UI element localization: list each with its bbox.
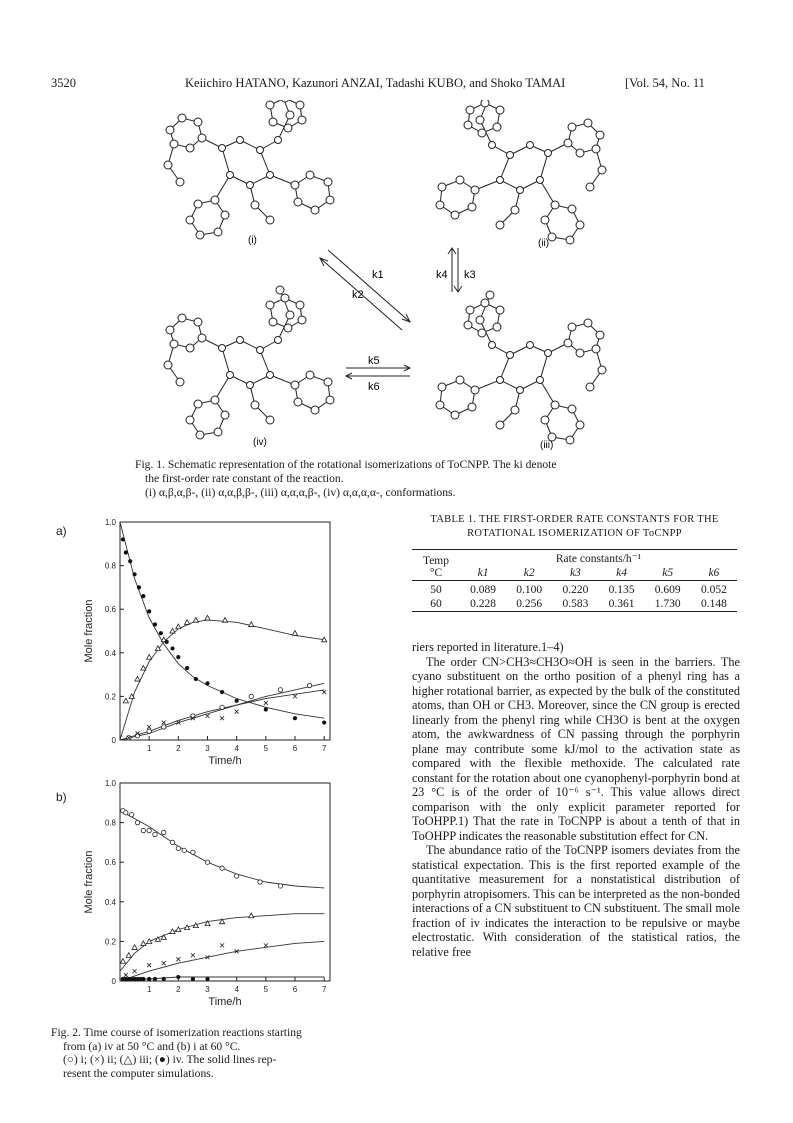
table1: [412, 513, 737, 614]
y-tick-label: 0.4: [104, 897, 116, 907]
point-iii: [184, 620, 189, 625]
point-i: [205, 860, 209, 864]
column-header-row: [412, 566, 737, 581]
figure2-caption-line1: Fig. 2. Time course of isomerization reactions starting: [51, 1026, 302, 1039]
point-iv: [153, 977, 157, 981]
table-cell: 0.135: [608, 584, 635, 596]
table-cell: 0.089: [470, 584, 497, 596]
x-tick-label: 4: [234, 985, 239, 994]
y-tick-label: 1.0: [104, 779, 116, 788]
table-cell: 0.100: [516, 584, 543, 596]
figure2-caption-line2: from (a) iv at 50 °C and (b) i at 60 °C.: [63, 1039, 241, 1053]
point-iv: [170, 646, 174, 650]
point-iv: [132, 572, 136, 576]
point-iii: [135, 676, 140, 681]
point-i: [170, 840, 174, 844]
y-tick-label: 0.8: [104, 561, 116, 571]
panel-a-label: a): [56, 524, 67, 538]
point-iv: [194, 677, 198, 681]
chart-panel-a: [76, 514, 346, 776]
arrow-k5-k6: [346, 365, 410, 379]
figure1-caption-line2: the first-order rate constant of the reaction.: [145, 472, 344, 485]
point-iii: [155, 646, 160, 651]
point-iv: [128, 559, 132, 563]
arrow-k1-k2: [320, 250, 410, 330]
point-iv: [185, 666, 189, 670]
point-ii: [206, 714, 210, 718]
column-header-k5: k5: [662, 567, 674, 579]
y-axis-label: Mole fraction: [83, 599, 95, 663]
point-iv: [264, 707, 268, 711]
point-ii: [162, 721, 166, 725]
table-cell: 1.730: [654, 598, 681, 610]
point-i: [191, 850, 195, 854]
x-tick-label: 2: [176, 985, 181, 994]
point-iv: [124, 550, 128, 554]
table-row: [412, 597, 737, 612]
point-iv: [293, 716, 297, 720]
x-tick-label: 3: [205, 744, 210, 753]
point-iv: [137, 585, 141, 589]
point-iv: [220, 690, 224, 694]
point-iii: [141, 941, 146, 946]
x-tick-label: 7: [321, 744, 327, 753]
x-tick-label: 6: [292, 744, 298, 753]
running-header-volume: [Vol. 54, No. 11: [625, 76, 705, 90]
y-tick-label: 0.2: [104, 692, 116, 702]
column-header-k4: k4: [616, 567, 627, 579]
x-tick-label: 7: [321, 985, 327, 994]
point-ii: [264, 701, 268, 705]
fit-curve-i: [120, 811, 324, 888]
table-cell: 0.256: [516, 598, 543, 610]
k5-label: k5: [368, 355, 380, 367]
y-tick-label: 0.2: [104, 937, 116, 947]
y-tick-label: 0.6: [104, 605, 116, 615]
point-i: [135, 820, 139, 824]
table-cell-temp: 60: [430, 598, 442, 610]
table-cell: 0.609: [654, 584, 681, 596]
point-i: [234, 874, 238, 878]
figure1-caption: [135, 458, 675, 500]
y-axis-label: Mole fraction: [83, 850, 95, 914]
point-iii: [249, 622, 254, 627]
point-ii: [293, 694, 297, 698]
x-axis-label: Time/h: [208, 755, 242, 767]
y-tick-label: 1.0: [104, 518, 116, 527]
x-axis-label: Time/h: [208, 996, 242, 1008]
y-tick-label: 0.6: [104, 858, 116, 868]
column-header-k2: k2: [523, 567, 535, 579]
k1-label: k1: [372, 269, 384, 281]
point-i: [278, 688, 282, 692]
point-iv: [147, 977, 151, 981]
table-cell-temp: 50: [430, 584, 442, 596]
x-tick-label: 5: [263, 744, 269, 753]
figure2-caption-line4: resent the computer simulations.: [63, 1066, 214, 1080]
plot-frame: [120, 783, 330, 981]
point-i: [258, 880, 262, 884]
table-cell: 0.228: [470, 598, 497, 610]
table-cell: 0.148: [700, 598, 727, 610]
point-i: [135, 733, 139, 737]
arrow-k3-k4: [448, 248, 462, 292]
label-i: (i): [248, 235, 257, 246]
point-iii: [141, 665, 146, 670]
point-iv: [162, 977, 166, 981]
temp-unit: °C: [429, 567, 443, 579]
point-iii: [132, 945, 137, 950]
page-number: 3520: [51, 76, 76, 90]
rate-header: Rate constants/h⁻¹: [460, 550, 737, 567]
point-i: [220, 866, 224, 870]
point-i: [124, 811, 128, 815]
point-ii: [235, 710, 239, 714]
point-iv: [205, 977, 209, 981]
fit-curve-iii: [120, 620, 324, 740]
label-ii: (ii): [538, 238, 550, 249]
point-iv: [235, 699, 239, 703]
y-tick-label: 0.4: [104, 648, 116, 658]
k3-label: k3: [464, 269, 476, 281]
point-i: [147, 729, 151, 733]
point-iv: [121, 537, 125, 541]
point-iii: [161, 935, 166, 940]
point-ii: [322, 690, 326, 694]
figure1-scheme: [120, 100, 680, 455]
y-tick-label: 0.8: [104, 818, 116, 828]
panel-b-label: b): [56, 790, 67, 804]
point-ii: [147, 725, 151, 729]
running-header-authors: Keiichiro HATANO, Kazunori ANZAI, Tadashi KUBO, and Shoko TAMAI: [185, 76, 566, 90]
point-i: [147, 828, 151, 832]
point-i: [191, 714, 195, 718]
figure2-caption: [51, 1026, 371, 1080]
paragraph-0: riers reported in literature.1–4): [412, 640, 564, 654]
point-iii: [205, 615, 210, 620]
point-iii: [249, 913, 254, 918]
point-iii: [126, 953, 131, 958]
column-header-k6: k6: [708, 567, 720, 579]
point-iii: [222, 618, 227, 623]
point-ii: [191, 953, 195, 957]
column-header-k1: k1: [477, 567, 489, 579]
k2-label: k2: [352, 289, 364, 301]
figure1-caption-line1: Fig. 1. Schematic representation of the rotational isomerizations of ToCNPP. The ki denote: [135, 458, 557, 471]
table-row: [412, 583, 737, 597]
x-tick-label: 3: [205, 985, 210, 994]
point-iv: [322, 720, 326, 724]
point-iv: [159, 631, 163, 635]
x-tick-label: 2: [176, 744, 181, 753]
x-tick-label: 6: [292, 985, 298, 994]
figure1-caption-line3: (i) α,β,α,β-, (ii) α,α,β,β-, (iii) α,α,α,β-, (iv) α,α,α,α-, conformations.: [145, 486, 456, 499]
point-i: [176, 846, 180, 850]
table-caption-line1: TABLE 1. THE FIRST-ORDER RATE CONSTANTS FOR THE: [430, 514, 719, 525]
point-ii: [176, 957, 180, 961]
point-iv: [165, 640, 169, 644]
y-tick-label: 0: [111, 736, 116, 745]
molecule-iv: [164, 286, 334, 439]
y-tick-label: 0: [111, 977, 116, 986]
point-i: [307, 683, 311, 687]
point-i: [141, 828, 145, 832]
point-iv: [147, 609, 151, 613]
point-i: [162, 725, 166, 729]
point-iii: [123, 698, 128, 703]
point-i: [278, 884, 282, 888]
table-cell: 0.052: [700, 584, 727, 596]
point-ii: [162, 961, 166, 965]
column-header-k3: k3: [569, 567, 581, 579]
table-caption-line2: ROTATIONAL ISOMERIZATION OF ToCNPP: [467, 528, 682, 539]
point-i: [182, 848, 186, 852]
point-ii: [220, 943, 224, 947]
point-iv: [141, 977, 145, 981]
point-ii: [264, 943, 268, 947]
fit-curve-ii: [120, 941, 324, 981]
point-iii: [292, 631, 297, 636]
point-iii: [147, 655, 152, 660]
k6-label: k6: [368, 381, 380, 393]
point-iv: [191, 977, 195, 981]
table-body: [412, 583, 737, 612]
point-iii: [193, 618, 198, 623]
k4-label: k4: [436, 269, 448, 281]
point-ii: [220, 716, 224, 720]
molecule-ii: [436, 100, 606, 244]
point-i: [129, 812, 133, 816]
paragraph-1: The order CN>CH3≈CH3O≈OH is seen in the barriers. The cyano substituent on the ortho position of a phenyl ring has a higher rotational barrier, as expected by the bulk of the constituted atoms, than OH or CH3. Moreover, since the CN group is erected linearly from the phenyl ring while CH3O is bent at the oxygen atom, the awkwardness of CN passing through the porphyrin plane may contribute some kJ/mol to the activation state as compared with the flexible methoxide. The calculated rate constant for the rotation about one cyanophenyl-porphyrin bond at 23 °C is of the order of 10⁻⁶ s⁻¹. This value allows direct comparison with the only explicit parameter reported for ToOHPP.1) That the rate in ToCNPP is about a tenth of that in ToOHPP indicates the reasonable substitution effect for CN.: [412, 654, 740, 843]
rate-table: [412, 549, 737, 614]
point-i: [162, 830, 166, 834]
point-iv: [176, 975, 180, 979]
point-i: [220, 705, 224, 709]
molecule-i: [164, 100, 334, 239]
point-iii: [170, 628, 175, 633]
point-ii: [133, 969, 137, 973]
point-i: [153, 832, 157, 836]
table-cell: 0.583: [562, 598, 589, 610]
point-ii: [124, 973, 128, 977]
figure2-caption-line3: (○) i; (×) ii; (△) iii; (●) iv. The solid lines rep-: [63, 1053, 277, 1067]
molecule-iii: [436, 291, 606, 444]
temp-header: Temp: [422, 555, 450, 567]
table-cell: 0.220: [562, 584, 589, 596]
table-cell: 0.361: [608, 598, 635, 610]
body-text: [412, 640, 740, 959]
point-iii: [120, 959, 125, 964]
paragraph-2: The abundance ratio of the ToCNPP isomers deviates from the statistical expectation. This is the first reported example of the quantitative measurement for a nonstatistical distribution of porphyrin atropisomers. This can be interpreted as the non-bonded interactions of a CN substituent to CN substituent. The small mole fraction of iv indicates the interaction to be repulsive or maybe electrostatic. With consideration of the statistical ratios, the relative free: [412, 843, 740, 959]
x-tick-label: 1: [146, 744, 152, 753]
x-tick-label: 1: [146, 985, 152, 994]
point-iv: [141, 594, 145, 598]
point-iv: [153, 622, 157, 626]
point-i: [249, 694, 253, 698]
x-tick-label: 4: [234, 744, 239, 753]
chart-panel-b: [76, 777, 346, 1017]
fit-curve-iv: [120, 522, 324, 718]
point-iv: [176, 655, 180, 659]
point-ii: [147, 963, 151, 967]
x-tick-label: 5: [263, 985, 269, 994]
point-iv: [205, 681, 209, 685]
label-iii: (iii): [540, 440, 554, 451]
point-iii: [176, 624, 181, 629]
label-iv: (iv): [253, 437, 267, 448]
